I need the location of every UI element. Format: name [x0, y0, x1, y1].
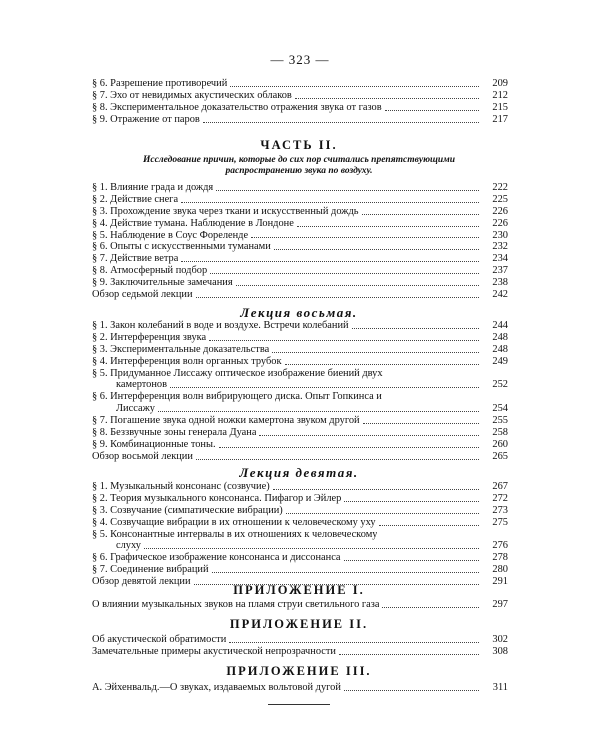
appendix-three-entries: [90, 682, 508, 694]
toc-entry-title: Обзор девятой лекции: [92, 576, 191, 588]
toc-entry: [90, 529, 508, 541]
leader-dots: [196, 297, 479, 298]
toc-entry: [90, 427, 508, 439]
toc-entry-title: § 1. Закон колебаний в воде и воздухе. Встречи колебаний: [92, 319, 349, 331]
leader-dots: [286, 513, 479, 514]
toc-entry-title: § 5. Наблюдение в Соус Фореленде: [92, 229, 249, 241]
toc-entry-title: § 5. Консонантные интервалы в их отношениях к человеческому: [92, 528, 378, 540]
appendix-one-heading: ПРИЛОЖЕНИЕ I.: [233, 583, 365, 597]
toc-entry-page: 252: [492, 379, 508, 391]
appendix-one-entries: [90, 599, 508, 611]
toc-entry: [90, 277, 508, 289]
leader-dots: [210, 273, 479, 274]
toc-entry: [90, 403, 508, 415]
toc-entry: [90, 368, 508, 380]
toc-entry: [90, 505, 508, 517]
toc-entry: [90, 481, 508, 493]
leader-dots: [285, 364, 479, 365]
leader-dots: [203, 122, 479, 123]
leader-dots: [209, 340, 479, 341]
toc-entry-page: 237: [492, 265, 508, 277]
toc-entry-page: 226: [492, 217, 508, 229]
toc-entry-page: 230: [492, 229, 508, 241]
leader-dots: [272, 352, 479, 353]
toc-entry-title: § 3. Прохождение звука через ткани и искусственный дождь: [92, 205, 359, 217]
toc-entry-title: § 4. Действие тумана. Наблюдение в Лондоне: [92, 217, 294, 229]
toc-entry: [90, 194, 508, 206]
toc-entry-page: 209: [492, 77, 508, 89]
leader-dots: [181, 202, 479, 203]
part-subtitle: [90, 155, 508, 177]
toc-entry-page: 234: [492, 253, 508, 265]
toc-entry: [90, 78, 508, 90]
leader-dots: [297, 226, 479, 227]
toc-entry-title: слуху: [116, 540, 141, 552]
toc-entry-page: 260: [492, 438, 508, 450]
toc-entry: [90, 379, 508, 391]
toc-entry-title: § 2. Действие снега: [92, 193, 179, 205]
leader-dots: [158, 411, 479, 412]
toc-entry-title: Обзор восьмой лекции: [92, 450, 193, 462]
toc-entry-page: 226: [492, 205, 508, 217]
toc-entry-title: § 8. Экспериментальное доказательство отражения звука от газов: [92, 101, 382, 113]
toc-entry-page: 273: [492, 504, 508, 516]
toc-entry: [90, 540, 508, 552]
toc-entry-page: 302: [492, 633, 508, 645]
leader-dots: [216, 190, 479, 191]
toc-entry-title: § 6. Интерференция волн вибрирующего диска. Опыт Гопкинса и: [92, 391, 382, 403]
toc-entry: [90, 114, 508, 126]
toc-entry-title: § 9. Комбинационные тоны.: [92, 438, 216, 450]
toc-section-continued: [90, 78, 508, 126]
toc-entry: [90, 206, 508, 218]
toc-entry-title: § 7. Соединение вибраций: [92, 564, 209, 576]
leader-dots: [236, 285, 479, 286]
part-subtitle-line-1: Исследование причин, которые до сих пор считались препятствующими: [142, 155, 455, 165]
toc-entry: [90, 90, 508, 102]
toc-entry-title: Замечательные примеры акустической непрозрачности: [92, 645, 336, 657]
toc-entry-title: § 2. Теория музыкального консонанса. Пифагор и Эйлер: [92, 492, 342, 504]
toc-entry: [90, 682, 508, 694]
leader-dots: [219, 447, 479, 448]
leader-dots: [363, 423, 479, 424]
toc-entry-title: § 3. Экспериментальные доказательства: [92, 343, 270, 355]
leader-dots: [181, 261, 479, 262]
toc-entry-title: § 7. Действие ветра: [92, 253, 179, 265]
toc-entry-page: 217: [492, 113, 508, 125]
toc-entry-title: § 8. Атмосферный подбор: [92, 265, 208, 277]
toc-entry-title: § 7. Погашение звука одной ножки камертона звуком другой: [92, 415, 360, 427]
toc-entry-title: § 6. Опыты с искусственными туманами: [92, 241, 271, 253]
toc-entry-page: 311: [492, 681, 508, 693]
toc-entry: [90, 564, 508, 576]
leader-dots: [273, 489, 479, 490]
toc-entry-page: 276: [492, 540, 508, 552]
toc-section-part-two: [90, 182, 508, 301]
toc-entry: [90, 265, 508, 277]
toc-entry-title: § 2. Интерференция звука: [92, 331, 207, 343]
leader-dots: [295, 98, 479, 99]
toc-entry-title: О влиянии музыкальных звуков на пламя струи светильного газа: [92, 598, 380, 610]
toc-entry-title: § 4. Интерференция волн органных трубок: [92, 355, 282, 367]
toc-entry-page: 254: [492, 403, 508, 415]
toc-entry-page: 248: [492, 331, 508, 343]
appendix-two-heading: ПРИЛОЖЕНИЕ II.: [229, 617, 369, 631]
toc-entry-page: 265: [492, 450, 508, 462]
toc-entry: [90, 344, 508, 356]
leader-dots: [352, 328, 479, 329]
toc-entry: [90, 320, 508, 332]
toc-entry-page: 222: [492, 181, 508, 193]
appendix-two-entries: [90, 634, 508, 658]
toc-entry-page: 248: [492, 343, 508, 355]
toc-entry-title: § 9. Отражение от паров: [92, 113, 200, 125]
leader-dots: [379, 525, 479, 526]
toc-entry-title: Обзор седьмой лекции: [92, 289, 193, 300]
toc-entry-page: 238: [492, 277, 508, 289]
toc-entry-title: § 1. Музыкальный консонанс (созвучие): [92, 480, 270, 492]
leader-dots: [382, 607, 479, 608]
toc-section-lecture-nine: [90, 481, 508, 588]
toc-entry-page: 255: [492, 415, 508, 427]
toc-entry: [90, 415, 508, 427]
leader-dots: [344, 690, 479, 691]
toc-entry: [90, 451, 508, 463]
leader-dots: [274, 249, 479, 250]
toc-entry: [90, 391, 508, 403]
toc-entry-title: § 7. Эхо от невидимых акустических облаков: [92, 89, 292, 101]
toc-entry-title: § 3. Созвучание (симпатические вибрации): [92, 504, 283, 516]
toc-entry: [90, 646, 508, 658]
toc-entry-page: 272: [492, 492, 508, 504]
lecture-eight-heading: Лекция восьмая.: [240, 305, 358, 320]
toc-entry-page: 297: [492, 598, 508, 610]
leader-dots: [344, 501, 479, 502]
leader-dots: [259, 435, 479, 436]
toc-entry-page: 258: [492, 427, 508, 438]
toc-entry: [90, 230, 508, 242]
toc-entry: [90, 356, 508, 368]
toc-entry-page: 275: [492, 516, 508, 528]
toc-entry-title: § 8. Беззвучные зоны генерала Дуана: [92, 427, 257, 438]
toc-entry-title: Об акустической обратимости: [92, 633, 227, 645]
part-subtitle-line-2: распространению звука по воздуху.: [225, 166, 373, 176]
leader-dots: [362, 214, 480, 215]
toc-entry: [90, 289, 508, 301]
leader-dots: [230, 86, 479, 87]
toc-entry-title: § 4. Созвучащие вибрации в их отношении к человеческому уху: [92, 516, 376, 528]
toc-entry-title: Лиссажу: [116, 403, 155, 415]
leader-dots: [212, 572, 479, 573]
toc-entry-title: § 1. Влияние града и дождя: [92, 181, 214, 193]
page-number: — 323 —: [270, 52, 330, 67]
toc-entry-page: 249: [492, 355, 508, 367]
leader-dots: [196, 459, 479, 460]
leader-dots: [144, 548, 479, 549]
toc-entry-page: 280: [492, 564, 508, 576]
toc-entry: [90, 241, 508, 253]
part-heading: ЧАСТЬ II.: [260, 138, 338, 152]
toc-entry: [90, 332, 508, 344]
closing-rule: [268, 704, 330, 705]
toc-entry-page: 278: [492, 552, 508, 564]
toc-entry: [90, 182, 508, 194]
lecture-nine-heading: Лекция девятая.: [239, 465, 359, 480]
toc-entry-page: 308: [492, 645, 508, 657]
toc-entry-page: 215: [492, 101, 508, 113]
toc-entry-title: § 6. Разрешение противоречий: [92, 77, 228, 89]
toc-entry-page: 212: [492, 89, 508, 101]
toc-entry-title: камертонов: [116, 379, 168, 391]
leader-dots: [229, 642, 479, 643]
toc-entry-page: 267: [492, 480, 508, 492]
leader-dots: [339, 654, 479, 655]
toc-entry-title: § 5. Придуманное Лиссажу оптическое изображение биений двух: [92, 367, 383, 379]
toc-entry: [90, 218, 508, 230]
toc-entry-title: § 9. Заключительные замечания: [92, 277, 233, 289]
leader-dots: [385, 110, 479, 111]
toc-entry-page: 244: [492, 319, 508, 331]
toc-entry: [90, 517, 508, 529]
leader-dots: [344, 560, 479, 561]
toc-entry-title: § 6. Графическое изображение консонанса и диссонанса: [92, 552, 341, 564]
toc-entry-page: 242: [492, 289, 508, 300]
toc-entry: [90, 634, 508, 646]
toc-entry-page: 232: [492, 241, 508, 253]
toc-entry: [90, 552, 508, 564]
toc-entry: [90, 493, 508, 505]
toc-entry: [90, 253, 508, 265]
leader-dots: [170, 387, 479, 388]
toc-section-lecture-eight: [90, 320, 508, 463]
toc-entry-page: 225: [492, 193, 508, 205]
toc-entry: [90, 599, 508, 611]
toc-entry-page: 291: [492, 576, 508, 588]
leader-dots: [251, 237, 479, 238]
toc-entry: [90, 102, 508, 114]
toc-entry-title: А. Эйхенвальд.—О звуках, издаваемых вольтовой дугой: [92, 681, 341, 693]
toc-entry: [90, 439, 508, 451]
appendix-three-heading: ПРИЛОЖЕНИЕ III.: [226, 664, 372, 678]
